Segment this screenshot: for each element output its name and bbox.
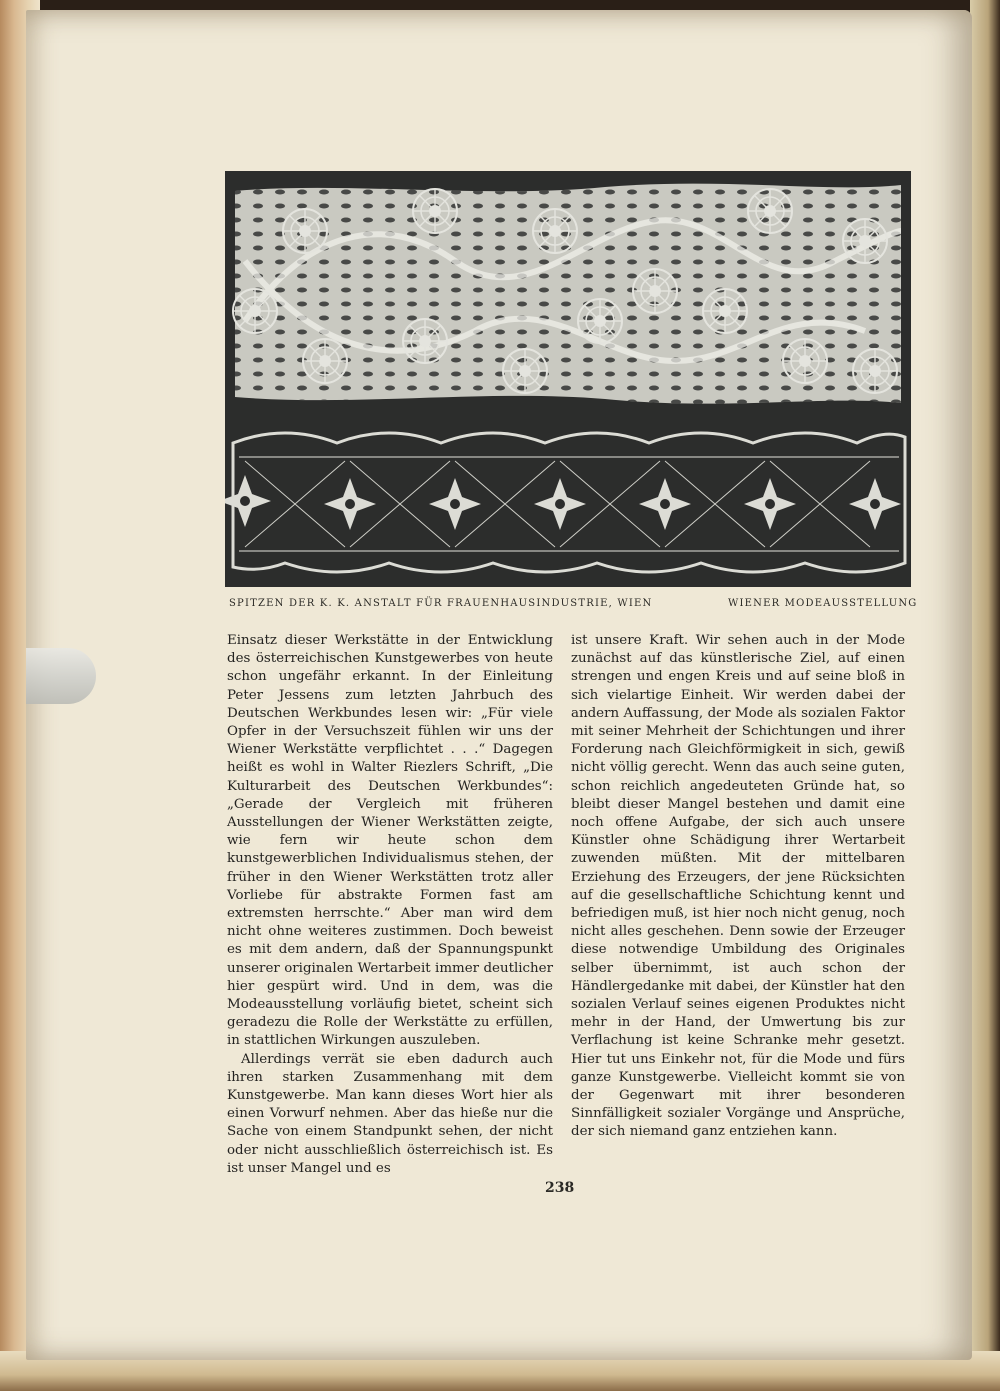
paper-clip	[26, 648, 96, 704]
upper-lace-band	[233, 184, 901, 404]
paragraph: ist unsere Kraft. Wir sehen auch in der Mode zunächst auf das künstlerische Ziel, auf einen strengen und engen Kreis und auf seine bloß in sich vielartige Einheit. Wir werden dabei der andern Auffassung, der Mode als sozialen Faktor mit seiner Mehrheit der Schichtungen und ihrer Forderung nach Gleichförmigkeit in sich, gewiß nicht völlig gerecht. Wenn das auch seine guten, schon reichlich angedeuteten Gründe hat, so bleibt dieser Mangel bestehen und damit eine noch offene Aufgabe, der sich auch unsere Künstler ohne Schädigung ihrer Wertarbeit zuwenden müßten. Mit der mittelbaren Erziehung des Erzeugers, der jene Rücksichten auf die gesellschaftliche Schichtung kennt und befriedigen muß, ist hier noch nicht genug, noch nicht alles geschehen. Denn sowie der Erzeuger diese notwendige Umbildung des Originales selber übernimmt, ist auch schon der Händlergedanke mit dabei, der Künstler hat den sozialen Verlauf seines eigenen Produktes nicht mehr in der Hand, der Umwertung bis zur Verflachung ist keine Schranke mehr gesetzt. Hier tut uns Einkehr not, für die Mode und fürs ganze Kunstgewerbe. Vielleicht kommt sie von der Gegenwart mit ihrer besonderen Sinnfälligkeit sozialer Vorgänge und Ansprüche, der sich niemand ganz entziehen kann.	[571, 633, 905, 1140]
figure-caption-right: WIENER MODEAUSSTELLUNG	[728, 598, 918, 609]
text-column-left	[227, 632, 553, 1178]
figure-caption-left: SPITZEN DER K. K. ANSTALT FÜR FRAUENHAUSINDUSTRIE, WIEN	[229, 598, 653, 609]
lace-photograph	[225, 171, 911, 587]
book-edge-right	[970, 0, 1000, 1391]
lace-illustration	[225, 171, 911, 587]
paragraph: Allerdings verrät sie eben dadurch auch ihren starken Zusammenhang mit dem Kunstgewerbe. Man kann dieses Wort hier als einen Vorwurf nehmen. Aber das hieße nur die Sache von einem Standpunkt sehen, der nicht oder nicht ausschließlich österreichisch ist. Es ist unser Mangel und es	[227, 1051, 553, 1176]
text-column-right	[571, 632, 905, 1142]
page-number: 238	[545, 1180, 575, 1196]
lower-lace-band	[225, 433, 905, 572]
paragraph: Einsatz dieser Werkstätte in der Entwicklung des österreichischen Kunstgewerbes von heute schon ungefähr erkannt. In der Einleitung Peter Jessens zum letzten Jahrbuch des Deutschen Werkbundes lesen wir: „Für viele Opfer in der Versuchszeit fühlen wir uns der Wiener Werkstätte verpflichtet . . .“ Dagegen heißt es wohl in Walter Riezlers Schrift, „Die Kulturarbeit des Deutschen Werkbundes“: „Gerade der Vergleich mit früheren Ausstellungen der Wiener Werkstätten zeigte, wie fern wir heute schon dem kunstgewerblichen Individualismus stehen, der früher in den Wiener Werkstätten trotz aller Vorliebe für abstrakte Formen fast am extremsten herrschte.“ Aber man wird dem nicht ohne weiteres zustimmen. Doch beweist es mit dem andern, daß der Spannungspunkt unserer originalen Wertarbeit immer deutlicher hier gespürt wird. Und in dem, was die Modeausstellung vorläufig bietet, scheint sich geradezu die Rolle der Werkstätte zu erfüllen, in stattlichen Wirkungen auszuleben.	[227, 633, 553, 1049]
